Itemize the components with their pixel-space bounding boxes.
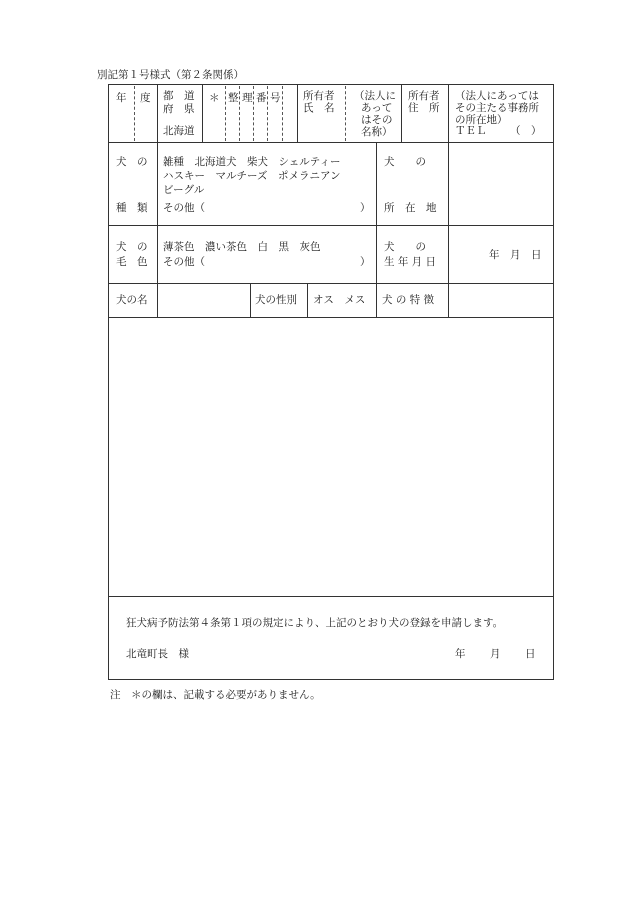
hokkaido-label: 北海道 xyxy=(163,125,195,137)
coat-label-top: 犬 の xyxy=(116,241,148,253)
location-label-bottom: 所 在 地 xyxy=(384,202,437,214)
breed-other-open: その他（ xyxy=(163,202,205,214)
breed-options-line-2[interactable]: ハスキー マルチーズ ポメラニアン xyxy=(163,170,341,182)
row23-divider-c xyxy=(448,142,449,283)
table-right-border xyxy=(553,84,554,680)
row1-dash-2 xyxy=(225,86,226,141)
owner-address-label-2: 住 所 xyxy=(408,102,440,114)
declaration-text: 狂犬病予防法第４条第１項の規定により、上記のとおり犬の登録を申請します。 xyxy=(126,617,504,629)
row1-divider-b xyxy=(202,84,203,142)
addressee-label: 北竜町長 様 xyxy=(126,648,189,660)
dog-name-label: 犬の名 xyxy=(116,294,148,306)
prefecture-label-2: 府 県 xyxy=(163,103,195,115)
location-label-top: 犬 の xyxy=(384,156,426,168)
breed-other-close: ） xyxy=(360,202,371,214)
row1-divider-d xyxy=(401,84,402,142)
row4-divider-c xyxy=(307,283,308,317)
row23-divider-b xyxy=(376,142,377,283)
owner-name-label-1: 所有者 xyxy=(303,90,335,102)
corp-note-3: はその xyxy=(361,114,393,126)
row1-divider-a xyxy=(157,84,158,142)
row2-bottom-border xyxy=(108,225,554,226)
row4-divider-b xyxy=(250,283,251,317)
row1-dash-1 xyxy=(134,86,135,141)
asterisk-mark: ＊ xyxy=(209,92,220,104)
table-top-border xyxy=(108,84,554,85)
breed-label-bottom: 種 類 xyxy=(116,202,148,214)
birthdate-label-top: 犬 の xyxy=(384,241,426,253)
table-left-border xyxy=(108,84,109,680)
dog-sex-label: 犬の性別 xyxy=(255,294,297,306)
row3-bottom-border xyxy=(108,283,554,284)
seiri-char-2: 理 xyxy=(242,92,253,104)
row1-dash-6 xyxy=(282,86,283,141)
declaration-month[interactable]: 月 xyxy=(490,648,501,660)
row4-divider-e xyxy=(448,283,449,317)
seiri-char-3: 番 xyxy=(256,92,267,104)
prefecture-label-1: 都 道 xyxy=(163,90,195,102)
dog-sex-options[interactable]: オス メス xyxy=(313,294,366,306)
coat-other-open: その他（ xyxy=(163,256,205,268)
corp-note-2: あって xyxy=(361,102,393,114)
row1-bottom-border xyxy=(108,142,554,143)
tel-field[interactable]: （ ） xyxy=(510,125,542,137)
row1-dash-3 xyxy=(239,86,240,141)
row4-divider-a xyxy=(157,283,158,317)
footnote: 注 ＊の欄は、記載する必要がありません。 xyxy=(110,689,321,701)
coat-label-bottom: 毛 色 xyxy=(116,256,148,268)
office-note-2: その主たる事務所 xyxy=(455,102,539,114)
birthdate-label-bottom: 生 年 月 日 xyxy=(384,256,437,268)
blank-area-bottom-border xyxy=(108,596,554,597)
tel-label: ＴＥＬ xyxy=(455,125,487,137)
row1-divider-c xyxy=(297,84,298,142)
owner-name-label-2: 氏 名 xyxy=(303,102,335,114)
form-header: 別記第１号様式（第２条関係） xyxy=(97,69,244,81)
office-note-3: の所在地） xyxy=(455,114,508,126)
coat-color-options[interactable]: 薄茶色 濃い茶色 白 黒 灰色 xyxy=(163,241,321,253)
birthdate-field[interactable]: 年 月 日 xyxy=(489,249,542,261)
office-note-1: （法人にあっては xyxy=(455,90,539,102)
breed-options-line-3[interactable]: ビーグル xyxy=(163,184,205,196)
declaration-day[interactable]: 日 xyxy=(525,648,536,660)
seiri-char-1: 整 xyxy=(228,92,239,104)
declaration-year[interactable]: 年 xyxy=(455,648,466,660)
row1-dash-4 xyxy=(253,86,254,141)
row4-divider-d xyxy=(376,283,377,317)
row4-bottom-border xyxy=(108,317,554,318)
corp-note-1: （法人に xyxy=(354,90,396,102)
corp-note-4: 名称） xyxy=(361,126,393,138)
year-label: 年 xyxy=(116,92,127,104)
row1-dash-7 xyxy=(345,86,346,141)
seiri-char-4: 号 xyxy=(270,92,281,104)
owner-address-label-1: 所有者 xyxy=(408,90,440,102)
row1-divider-e xyxy=(448,84,449,142)
breed-options-line-1[interactable]: 雑種 北海道犬 柴犬 シェルティー xyxy=(163,156,341,168)
breed-label-top: 犬 の xyxy=(116,156,148,168)
coat-other-close: ） xyxy=(360,256,371,268)
row23-divider-a xyxy=(157,142,158,283)
fiscal-label: 度 xyxy=(140,92,151,104)
dog-features-label: 犬 の 特 徴 xyxy=(382,294,435,306)
table-bottom-border xyxy=(108,679,554,680)
row1-dash-5 xyxy=(267,86,268,141)
